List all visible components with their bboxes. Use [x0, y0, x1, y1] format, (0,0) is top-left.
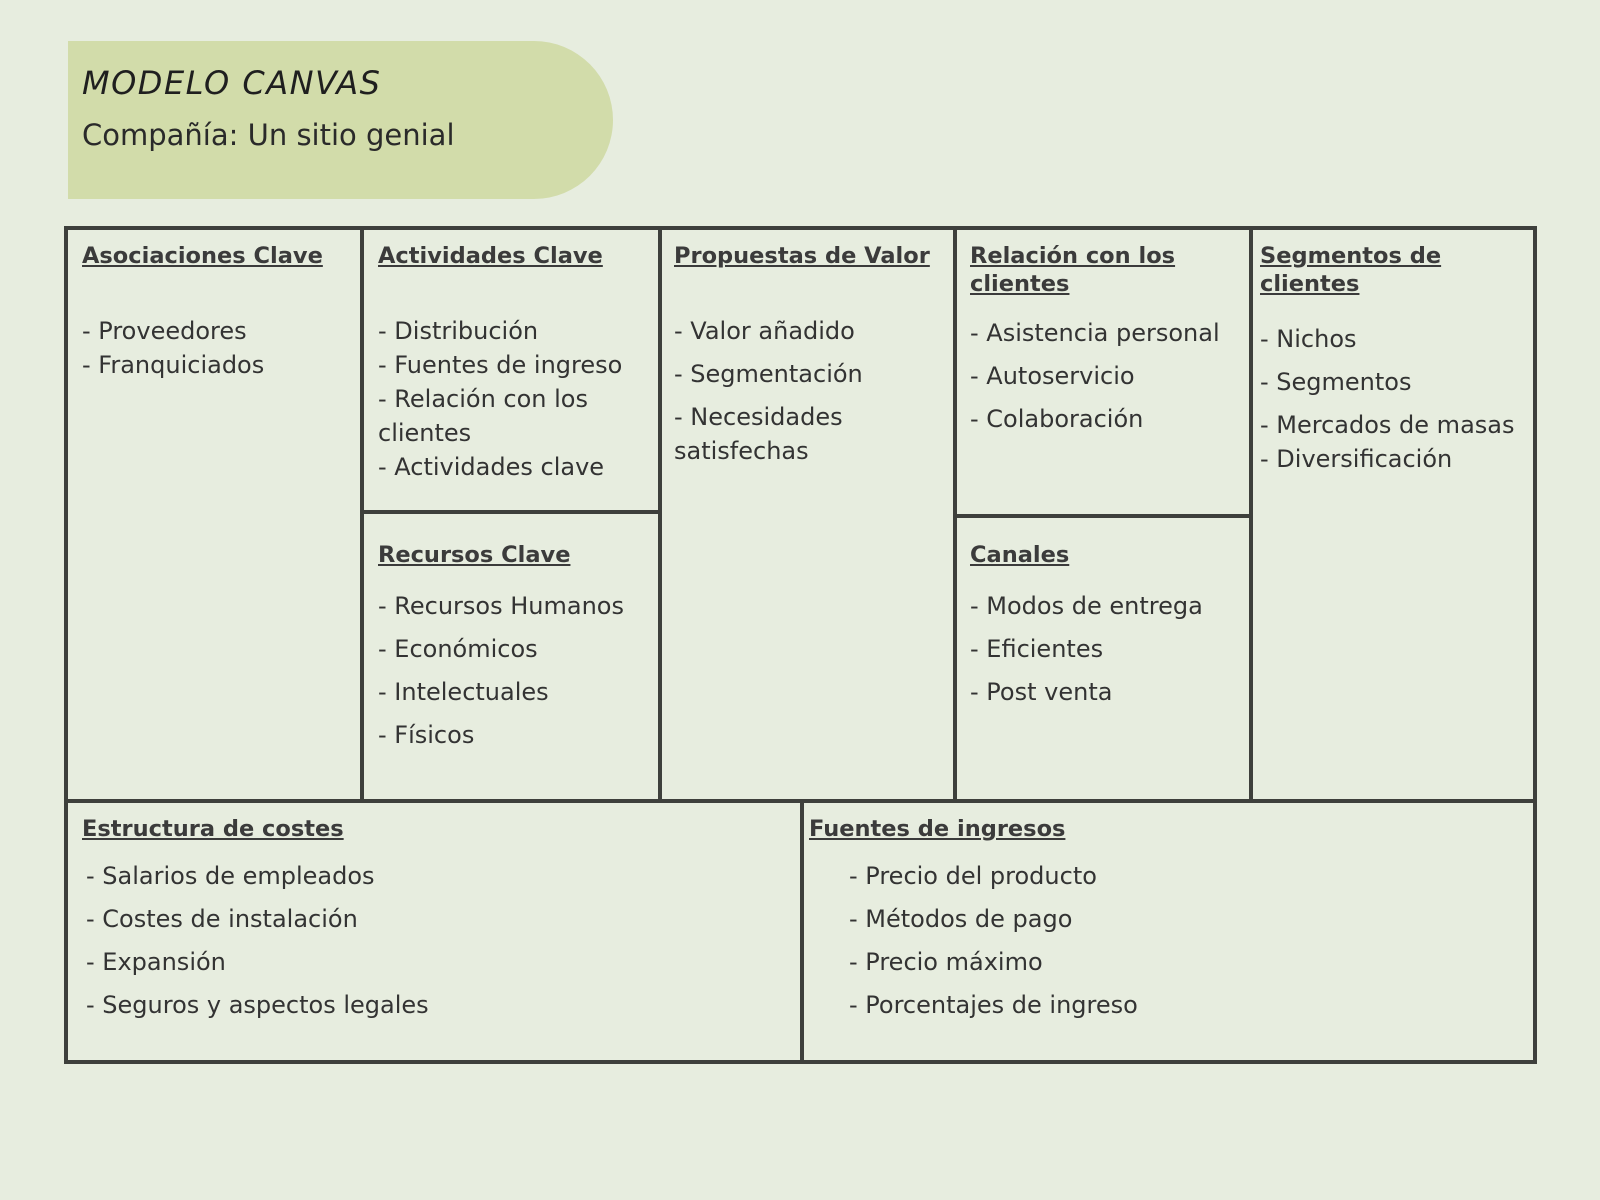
block-heading: Estructura de costes [82, 816, 344, 842]
list-item: - Modos de entrega [970, 592, 1203, 620]
list-item: - Segmentos [1260, 368, 1412, 396]
list-item: - Costes de instalación [86, 905, 358, 933]
list-item: - Distribución [378, 317, 539, 345]
item-list [82, 314, 352, 382]
list-item: - Salarios de empleados [86, 862, 375, 890]
list-item: - Relación con los clientes [378, 385, 588, 447]
grid-bottom-col-divider [800, 799, 804, 1064]
block-heading: Recursos Clave [378, 542, 571, 568]
grid-left-border [64, 226, 68, 1064]
list-item: - Intelectuales [378, 678, 549, 706]
grid-relacion-divider [953, 514, 1253, 518]
block-asociaciones-clave [82, 242, 352, 382]
list-item: - Nichos [1260, 325, 1357, 353]
block-heading: Segmentos de clientes [1260, 243, 1442, 297]
block-heading: Fuentes de ingresos [809, 816, 1066, 842]
list-item: - Expansión [86, 948, 226, 976]
block-heading: Canales [970, 542, 1070, 568]
block-fuentes-ingresos [809, 815, 1509, 1027]
block-heading: Relación con los clientes [970, 243, 1176, 297]
item-list [970, 585, 1240, 714]
item-list [378, 585, 648, 757]
list-item: - Precio del producto [849, 862, 1097, 890]
list-item: - Métodos de pago [849, 905, 1073, 933]
item-list [970, 312, 1240, 441]
list-item: - Colaboración [970, 405, 1144, 433]
list-item: - Porcentajes de ingreso [849, 991, 1138, 1019]
block-propuestas-valor [674, 242, 944, 468]
list-item: - Actividades clave [378, 453, 605, 481]
list-item: - Seguros y aspectos legales [86, 991, 429, 1019]
block-segmentos-clientes [1260, 242, 1522, 476]
block-estructura-costes [82, 815, 782, 1027]
list-item: - Post venta [970, 678, 1113, 706]
list-item: - Proveedores [82, 317, 247, 345]
list-item: - Necesidades satisfechas [674, 403, 843, 465]
block-recursos-clave [378, 541, 648, 757]
item-list [674, 314, 944, 468]
grid-top-border [64, 226, 1537, 230]
block-heading: Propuestas de Valor [674, 243, 930, 269]
list-item: - Físicos [378, 721, 475, 749]
list-item: - Franquiciados [82, 351, 265, 379]
list-item: - Autoservicio [970, 362, 1135, 390]
block-heading: Asociaciones Clave [82, 243, 323, 269]
grid-actividades-divider [360, 510, 662, 514]
block-relacion-clientes [970, 242, 1240, 441]
item-list [378, 314, 648, 484]
block-actividades-clave [378, 242, 648, 484]
grid-right-border [1533, 226, 1537, 1064]
item-list [809, 855, 1509, 1027]
block-canales [970, 541, 1240, 714]
item-list [1260, 322, 1522, 476]
block-heading: Actividades Clave [378, 243, 603, 269]
page-title: MODELO CANVAS [82, 64, 382, 102]
list-item: - Mercados de masas [1260, 411, 1515, 439]
list-item: - Asistencia personal [970, 319, 1220, 347]
list-item: - Diversificación [1260, 445, 1453, 473]
list-item: - Recursos Humanos [378, 592, 624, 620]
list-item: - Económicos [378, 635, 538, 663]
list-item: - Fuentes de ingreso [378, 351, 623, 379]
list-item: - Precio máximo [849, 948, 1043, 976]
list-item: - Eficientes [970, 635, 1104, 663]
item-list [82, 855, 782, 1027]
list-item: - Valor añadido [674, 317, 855, 345]
list-item: - Segmentación [674, 360, 863, 388]
company-subtitle: Compañía: Un sitio genial [82, 118, 455, 152]
